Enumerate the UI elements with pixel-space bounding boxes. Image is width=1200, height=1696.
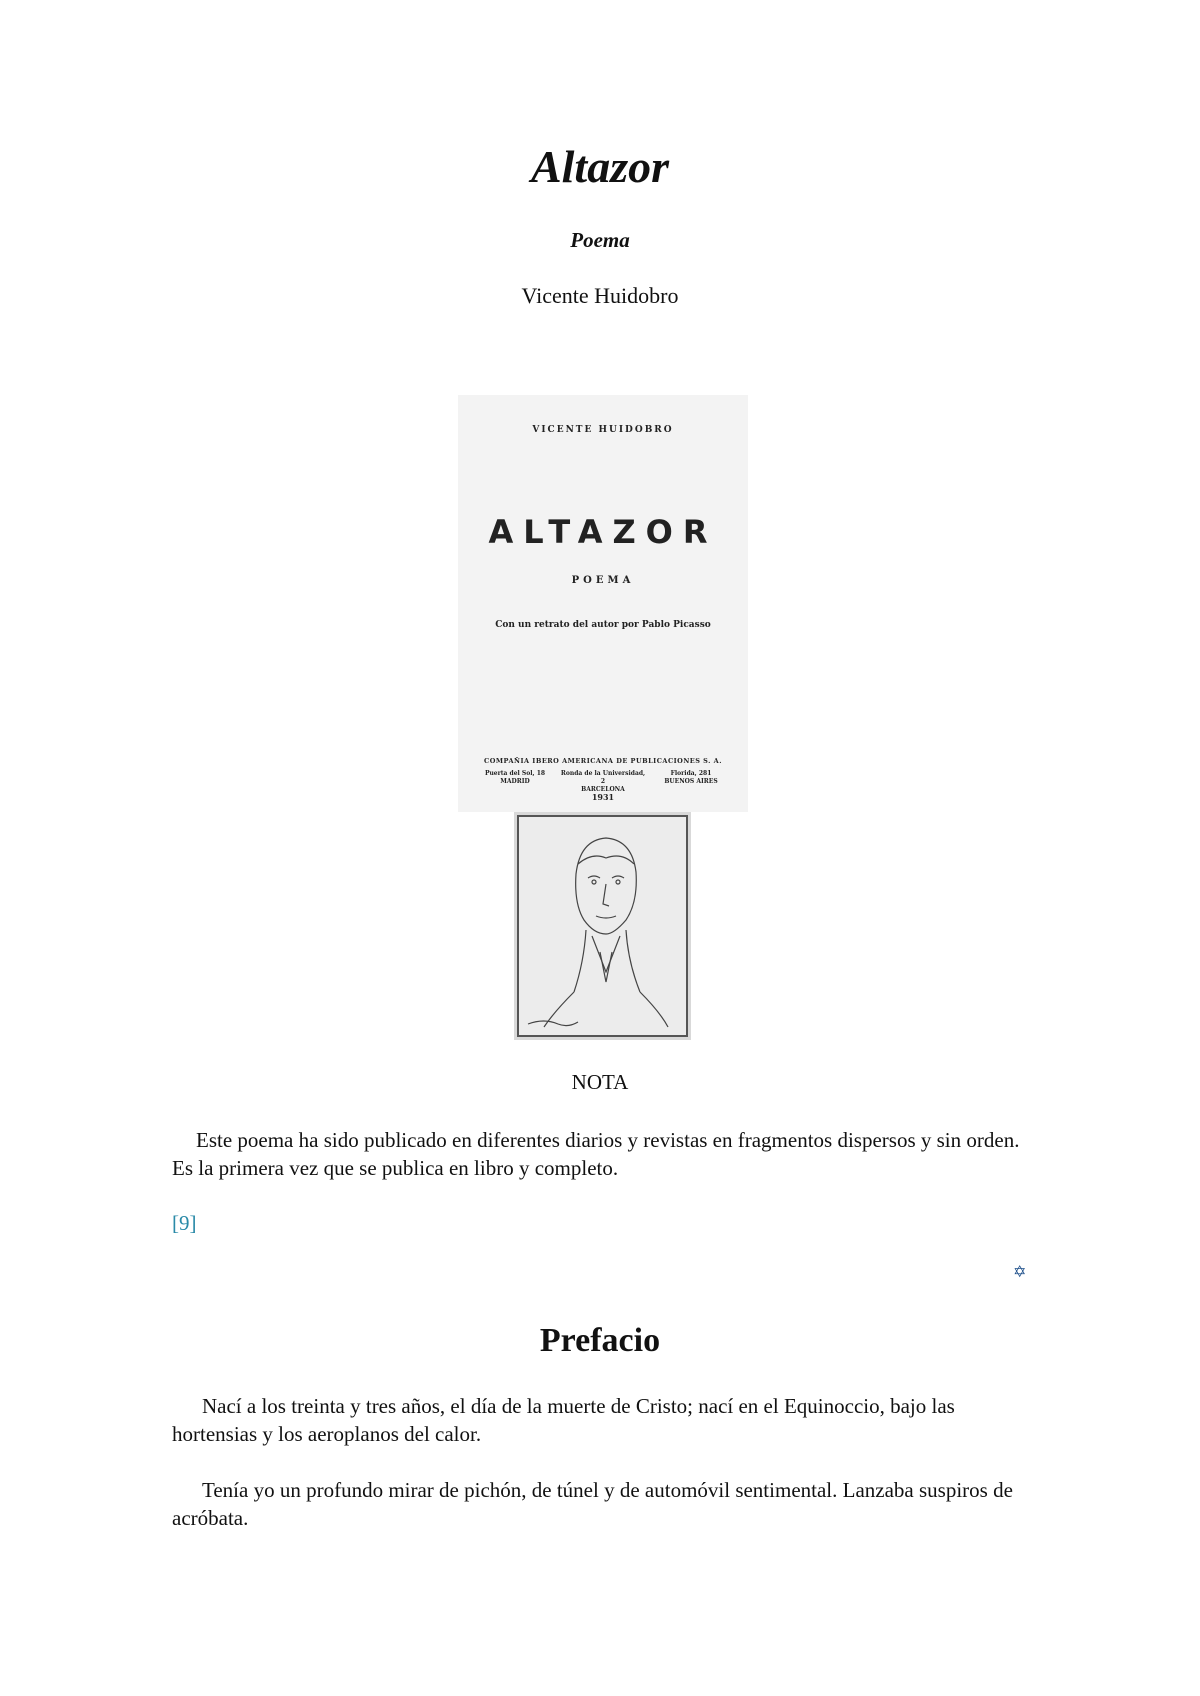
cover-address-barcelona-street: Ronda de la Universidad, 2 [560, 770, 646, 785]
note-paragraph: Este poema ha sido publicado en diferentes diarios y revistas en fragmentos dispersos y sin orden. Es la primera vez que se publica en libro y completo. [172, 1128, 1020, 1180]
document-title: Altazor [530, 141, 670, 192]
preface-paragraph-2: Tenía yo un profundo mirar de pichón, de túnel y de automóvil sentimental. Lanzaba suspiros de acróbata. [172, 1478, 1013, 1530]
cover-address-buenos-aires [646, 770, 736, 786]
cover-address-madrid [470, 770, 560, 786]
cover-address-barcelona-city: BARCELONA [581, 786, 625, 793]
portrait-drawing [514, 812, 691, 1040]
book-cover-image [458, 395, 748, 812]
cover-author: VICENTE HUIDOBRO [532, 425, 674, 435]
cover-note: Con un retrato del autor por Pablo Picasso [495, 620, 711, 630]
cover-subtitle: POEMA [571, 575, 635, 586]
document-author: Vicente Huidobro [521, 283, 679, 308]
cover-year: 1931 [591, 792, 615, 802]
cover-address-barcelona [558, 770, 648, 794]
cover-address-madrid-street: Puerta del Sol, 18 [484, 770, 546, 777]
document-subtitle: Poema [570, 228, 630, 252]
cover-publisher: COMPAÑIA IBERO AMERICANA DE PUBLICACIONES S. A. [484, 757, 722, 765]
note-heading: NOTA [571, 1070, 629, 1094]
ornament-icon: ✡ [1013, 1264, 1027, 1281]
picasso-portrait-image [514, 812, 691, 1040]
preface-paragraph-1: Nací a los treinta y tres años, el día de la muerte de Cristo; nací en el Equinoccio, bajo las hortensias y los aeroplanos del calor. [172, 1394, 955, 1446]
cover-address-buenos-aires-street: Florida, 281 [670, 770, 712, 777]
cover-address-buenos-aires-city: BUENOS AIRES [664, 778, 718, 785]
cover-address-madrid-city: MADRID [500, 778, 530, 785]
page-number-link[interactable]: [9] [172, 1211, 197, 1235]
cover-title: ALTAZOR [488, 513, 718, 551]
preface-heading: Prefacio [539, 1322, 661, 1359]
